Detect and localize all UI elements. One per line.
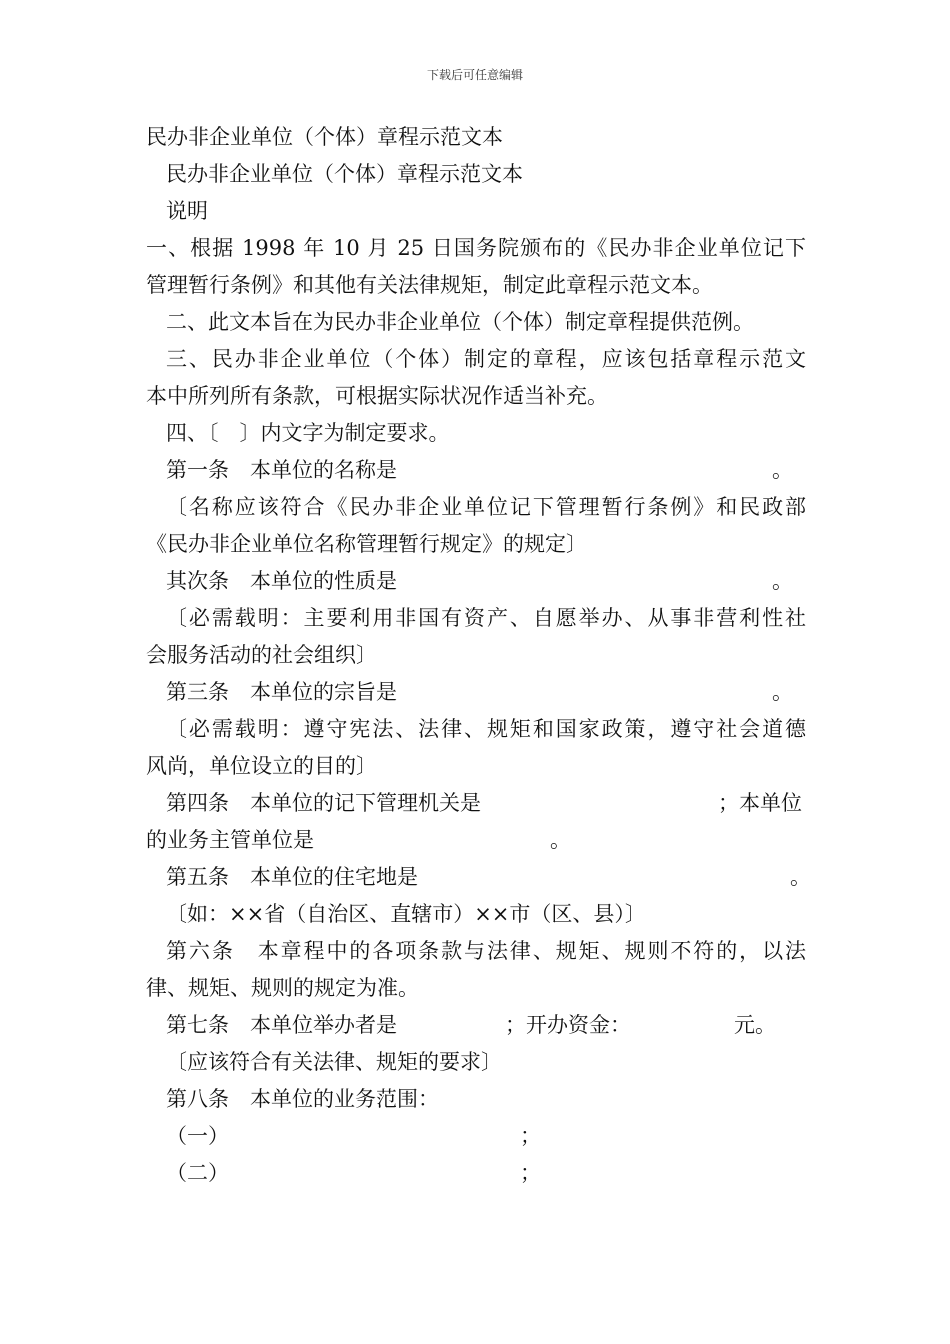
article-note: 会服务活动的社会组织〕 (146, 643, 377, 667)
paragraph-line: 三、民办非企业单位（个体）制定的章程，应该包括章程示范文 (166, 347, 806, 371)
article-2: 其次条 本单位的性质是 (166, 569, 397, 593)
article-6: 第六条 本章程中的各项条款与法律、规矩、规则不符的，以法 (166, 939, 806, 963)
article-7-end: 元。 (734, 1013, 776, 1037)
article-5-end: 。 (790, 865, 811, 889)
article-8: 第八条 本单位的业务范围： (166, 1087, 439, 1111)
article-note: 〔应该符合有关法律、规矩的要求〕 (166, 1050, 502, 1074)
article-4-end: 。 (550, 828, 571, 852)
paragraph-line: 二、此文本旨在为民办非企业单位（个体）制定章程提供范例。 (166, 310, 754, 334)
page-header: 下载后可任意编辑 (426, 68, 523, 82)
article-note: 〔名称应该符合《民办非企业单位记下管理暂行条例》和民政部 (166, 495, 806, 519)
article-2-end: 。 (772, 569, 793, 593)
list-item-end: ； (520, 1124, 541, 1148)
article-note: 风尚，单位设立的目的〕 (146, 754, 377, 778)
article-3-end: 。 (772, 680, 793, 704)
article-note: 〔必需载明：遵守宪法、法律、规矩和国家政策，遵守社会道德 (166, 717, 806, 741)
article-1: 第一条 本单位的名称是 (166, 458, 397, 482)
article-6-cont: 律、规矩、规则的规定为准。 (146, 976, 419, 1000)
article-note: 〔必需载明：主要利用非国有资产、自愿举办、从事非营利性社 (166, 606, 806, 630)
paragraph-line: 管理暂行条例》和其他有关法律规矩，制定此章程示范文本。 (146, 273, 713, 297)
article-4-cont: 的业务主管单位是 (146, 828, 314, 852)
doc-title: 民办非企业单位（个体）章程示范文本 (146, 125, 503, 149)
list-item-end: ； (520, 1161, 541, 1185)
article-note: 〔如：××省（自治区、直辖市）××市（区、县）〕 (166, 902, 646, 926)
doc-subtitle: 民办非企业单位（个体）章程示范文本 (166, 162, 523, 186)
article-4: 第四条 本单位的记下管理机关是 (166, 791, 481, 815)
list-item: （二） (166, 1161, 229, 1185)
article-3: 第三条 本单位的宗旨是 (166, 680, 397, 704)
article-4-mid: ；本单位 (718, 791, 802, 815)
article-5: 第五条 本单位的住宅地是 (166, 865, 418, 889)
paragraph-line: 一、根据 1998 年 10 月 25 日国务院颁布的《民办非企业单位记下 (146, 236, 806, 260)
article-7: 第七条 本单位举办者是 (166, 1013, 397, 1037)
article-1-end: 。 (772, 458, 793, 482)
paragraph-line: 本中所列所有条款，可根据实际状况作适当补充。 (146, 384, 608, 408)
article-note: 《民办非企业单位名称管理暂行规定》的规定〕 (146, 532, 587, 556)
section-heading: 说明 (166, 199, 208, 223)
paragraph-line: 四、〔 〕内文字为制定要求。 (166, 421, 450, 445)
list-item: （一） (166, 1124, 229, 1148)
article-7-mid: ；开办资金： (505, 1013, 631, 1037)
